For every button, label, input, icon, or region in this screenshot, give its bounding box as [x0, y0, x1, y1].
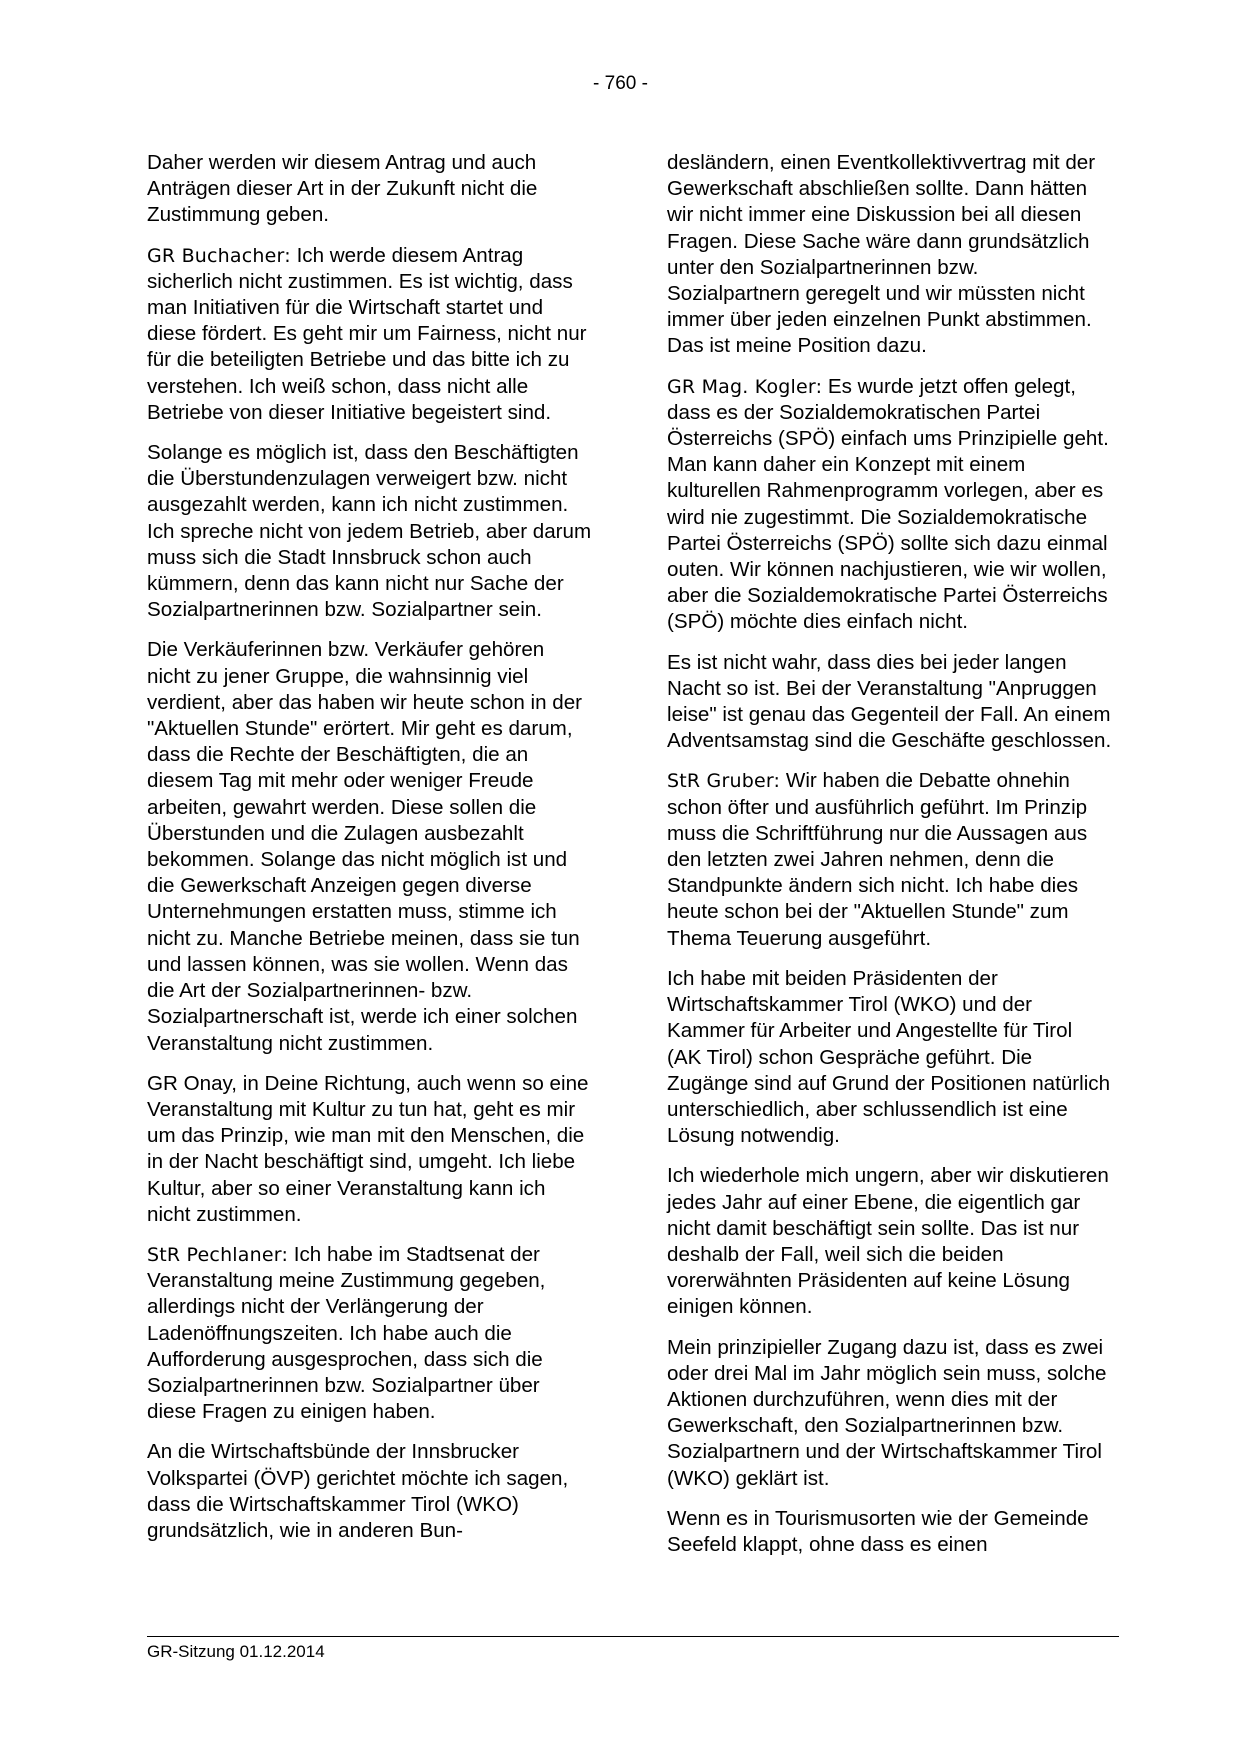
speech-paragraph — [147, 1242, 592, 1425]
paragraph: Mein prinzipieller Zugang dazu ist, dass es zwei oder drei Mal im Jahr möglich sein muss, solche Aktionen durchzuführen, wenn dies mit der Gewerkschaft, den Sozialpartnerinnen bzw. Sozialpartnern und der Wirtschaftskammer Tirol (WKO) geklärt ist. — [667, 1335, 1107, 1490]
footer-divider — [147, 1636, 1119, 1637]
speech-paragraph — [147, 243, 592, 426]
speech-text: Ich werde diesem Antrag sicherlich nicht zustimmen. Es ist wichtig, dass man Initiativen für die Wirtschaft startet und diese fördert. Es geht mir um Fairness, nicht nur für die beteiligten Betriebe und das bitte ich zu verstehen. Ich weiß schon, dass nicht alle Betriebe von dieser Initiative begeistert sind. — [147, 243, 587, 424]
paragraph: Wenn es in Tourismusorten wie der Gemeinde Seefeld klappt, ohne dass es einen — [667, 1506, 1089, 1556]
page-number: - 760 - — [593, 73, 648, 94]
paragraph: Daher werden wir diesem Antrag und auch Anträgen dieser Art in der Zukunft nicht die Zustimmung geben. — [147, 151, 538, 227]
paragraph: Ich habe mit beiden Präsidenten der Wirtschaftskammer Tirol (WKO) und der Kammer für Arbeiter und Angestellte für Tirol (AK Tirol) schon Gespräche geführt. Die Zugänge sind auf Grund der Positionen natürlich unterschiedlich, aber schlussendlich ist eine Lösung notwendig. — [667, 966, 1111, 1148]
speech-text: Ich habe im Stadtsenat der Veranstaltung meine Zustimmung gegeben, allerdings nicht der Verlängerung der Ladenöffnungszeiten. Ich habe auch die Aufforderung ausgesprochen, dass sich die Sozialpartnerinnen bzw. Sozialpartner über diese Fragen zu einigen haben. — [147, 1242, 546, 1424]
right-column — [667, 150, 1112, 1572]
speech-paragraph — [667, 768, 1112, 951]
speaker-name: StR Pechlaner: — [147, 1243, 289, 1266]
paragraph: GR Onay, in Deine Richtung, auch wenn so eine Veranstaltung mit Kultur zu tun hat, geht es mir um das Prinzip, wie man mit den Menschen, die in der Nacht beschäftigt sind, umgeht. Ich liebe Kultur, aber so einer Veranstaltung kann ich nicht zustimmen. — [147, 1071, 589, 1226]
paragraph: Ich wiederhole mich ungern, aber wir diskutieren jedes Jahr auf einer Ebene, die eigentlich gar nicht damit beschäftigt sein sollte. Das ist nur deshalb der Fall, weil sich die beiden vorerwähnten Präsidenten auf keine Lösung einigen können. — [667, 1164, 1109, 1319]
left-column — [147, 150, 592, 1558]
speaker-name: GR Mag. Kogler: — [667, 375, 823, 398]
footer-session-date: GR-Sitzung 01.12.2014 — [147, 1642, 325, 1661]
speech-text: Es wurde jetzt offen gelegt, dass es der Sozialdemokratischen Partei Österreichs (SPÖ) einfach ums Prinzipielle geht. Man kann daher ein Konzept mit einem kulturellen Rahmenprogramm vorlegen, aber es wird nie zugestimmt. Die Sozialdemokratische Partei Österreichs (SPÖ) sollte sich dazu einmal outen. Wir können nachjustieren, wie wir wollen, aber die Sozialdemokratische Partei Österreichs (SPÖ) möchte dies einfach nicht. — [667, 374, 1109, 634]
paragraph: Solange es möglich ist, dass den Beschäftigten die Überstundenzulagen verweigert bzw. nicht ausgezahlt werden, kann ich nicht zustimmen. Ich spreche nicht von jedem Betrieb, aber darum muss sich die Stadt Innsbruck schon auch kümmern, denn das kann nicht nur Sache der Sozialpartnerinnen bzw. Sozialpartner sein. — [147, 441, 592, 622]
paragraph: An die Wirtschaftsbünde der Innsbrucker Volkspartei (ÖVP) gerichtet möchte ich sagen, dass die Wirtschaftskammer Tirol (WKO) grundsätzlich, wie in anderen Bun- — [147, 1440, 569, 1542]
speech-paragraph — [667, 374, 1112, 636]
speech-text: Wir haben die Debatte ohnehin schon öfter und ausführlich geführt. Im Prinzip muss die Schriftführung nur die Aussagen aus den letzten zwei Jahren nehmen, denn die Standpunkte ändern sich nicht. Ich habe dies heute schon bei der "Aktuellen Stunde" zum Thema Teuerung ausgeführt. — [667, 769, 1088, 950]
paragraph: Die Verkäuferinnen bzw. Verkäufer gehören nicht zu jener Gruppe, die wahnsinnig viel verdient, aber das haben wir heute schon in der "Aktuellen Stunde" erörtert. Mir geht es darum, dass die Rechte der Beschäftigten, die an diesem Tag mit mehr oder weniger Freude arbeiten, gewahrt werden. Diese sollen die Überstunden und die Zulagen ausbezahlt bekommen. Solange das nicht möglich ist und die Gewerkschaft Anzeigen gegen diverse Unternehmungen erstatten muss, stimme ich nicht zu. Manche Betriebe meinen, dass sie tun und lassen können, was sie wollen. Wenn das die Art der Sozialpartnerinnen- bzw. Sozialpartnerschaft ist, werde ich einer solchen Veranstaltung nicht zustimmen. — [147, 638, 583, 1055]
speaker-name: StR Gruber: — [667, 770, 781, 793]
speaker-name: GR Buchacher: — [147, 244, 291, 267]
paragraph: desländern, einen Eventkollektivvertrag mit der Gewerkschaft abschließen sollte. Dann hätten wir nicht immer eine Diskussion bei all diesen Fragen. Diese Sache wäre dann grundsätzlich unter den Sozialpartnerinnen bzw. Sozialpartnern geregelt und wir müssten nicht immer über jeden einzelnen Punkt abstimmen. Das ist meine Position dazu. — [667, 151, 1096, 358]
paragraph: Es ist nicht wahr, dass dies bei jeder langen Nacht so ist. Bei der Veranstaltung "Anpruggen leise" ist genau das Gegenteil der Fall. An einem Adventsamstag sind die Geschäfte geschlossen. — [667, 650, 1112, 753]
